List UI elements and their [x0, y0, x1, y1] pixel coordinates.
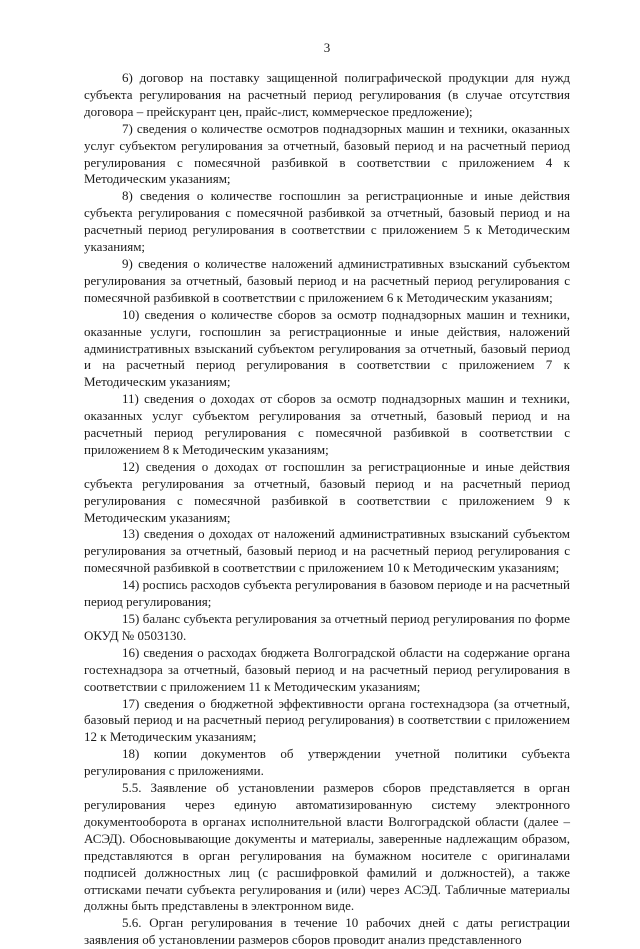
paragraph-item-11: 11) сведения о доходах от сборов за осмотр поднадзорных машин и техники, оказанных услуг субъектом регулирования за отчетный, базовый период и на расчетный период регулирования с помесячной разбивкой в соответствии с приложением 8 к Методическим указаниям; — [84, 391, 570, 457]
paragraph-item-9: 9) сведения о количестве наложений административных взысканий субъектом регулирования за отчетный, базовый период и на расчетный период регулирования с помесячной разбивкой в соответствии с приложением 6 к Методическим указаниям; — [84, 255, 570, 305]
paragraph-section-5-6: 5.6. Орган регулирования в течение 10 рабочих дней с даты регистрации заявления об установлении размеров сборов проводит анализ представленного — [84, 915, 570, 948]
paragraph-item-15: 15) баланс субъекта регулирования за отчетный период регулирования по форме ОКУД № 0503130. — [84, 611, 570, 643]
paragraph-item-13: 13) сведения о доходах от наложений административных взысканий субъектом регулирования за отчетный, базовый период и на расчетный период регулирования с помесячной разбивкой в соответствии с приложением 10 к Методическим указаниям; — [84, 526, 570, 576]
paragraph-item-18: 18) копии документов об утверждении учетной политики субъекта регулирования с приложениями. — [84, 746, 570, 779]
paragraph-section-5-5: 5.5. Заявление об установлении размеров сборов представляется в орган регулирования через единую автоматизированную систему электронного документооборота в органах исполнительной власти Волгоградской области (далее – АСЭД). Обосновывающие документы и материалы, заверенные надлежащим образом, представляются в орган регулирования на бумажном носителе с оригиналами подписей должностных лиц (с расшифровкой фамилий и должностей), а также оттисками печати субъекта регулирования и (или) через АСЭД. Табличные материалы должны быть представлены в электронном виде. — [84, 780, 570, 914]
paragraph-item-10: 10) сведения о количестве сборов за осмотр поднадзорных машин и техники, оказанные услуги, госпошлин за регистрационные и иные действия, наложений административных взысканий субъектом регулирования за отчетный, базовый период и на расчетный период регулирования в соответствии с приложением 7 к Методическим указаниям; — [84, 306, 570, 390]
paragraph-item-7: 7) сведения о количестве осмотров поднадзорных машин и техники, оказанных услуг субъектом регулирования за отчетный, базовый период и на расчетный период регулирования с помесячной разбивкой в соответствии с приложением 4 к Методическим указаниям; — [84, 120, 570, 187]
paragraph-item-17: 17) сведения о бюджетной эффективности органа гостехнадзора (за отчетный, базовый период и на расчетный период регулирования) в соответствии с приложением 12 к Методическим указаниям; — [84, 695, 570, 745]
paragraph-item-8: 8) сведения о количестве госпошлин за регистрационные и иные действия субъекта регулирования с помесячной разбивкой за отчетный, базовый период и на расчетный период регулирования в соответствии с приложением 5 к Методическим указаниям; — [84, 188, 570, 255]
paragraph-item-16: 16) сведения о расходах бюджета Волгоградской области на содержание органа гостехнадзора за отчетный, базовый период и на расчетный период регулирования в соответствии с приложением 11 к Методическим указаниям; — [84, 644, 570, 694]
paragraph-item-12: 12) сведения о доходах от госпошлин за регистрационные и иные действия субъекта регулирования за отчетный, базовый период и на расчетный период регулирования с помесячной разбивкой в соответствии с приложением 9 к Методическим указаниям; — [84, 458, 570, 525]
document-body — [84, 70, 570, 949]
paragraph-item-14: 14) роспись расходов субъекта регулирования в базовом периоде и на расчетный период регулирования; — [84, 577, 570, 610]
paragraph-item-6: 6) договор на поставку защищенной полиграфической продукции для нужд субъекта регулирования на расчетный период регулирования (в случае отсутствия договора – прейскурант цен, прайс-лист, коммерческое предложение); — [84, 70, 570, 119]
page-number: 3 — [323, 40, 331, 55]
